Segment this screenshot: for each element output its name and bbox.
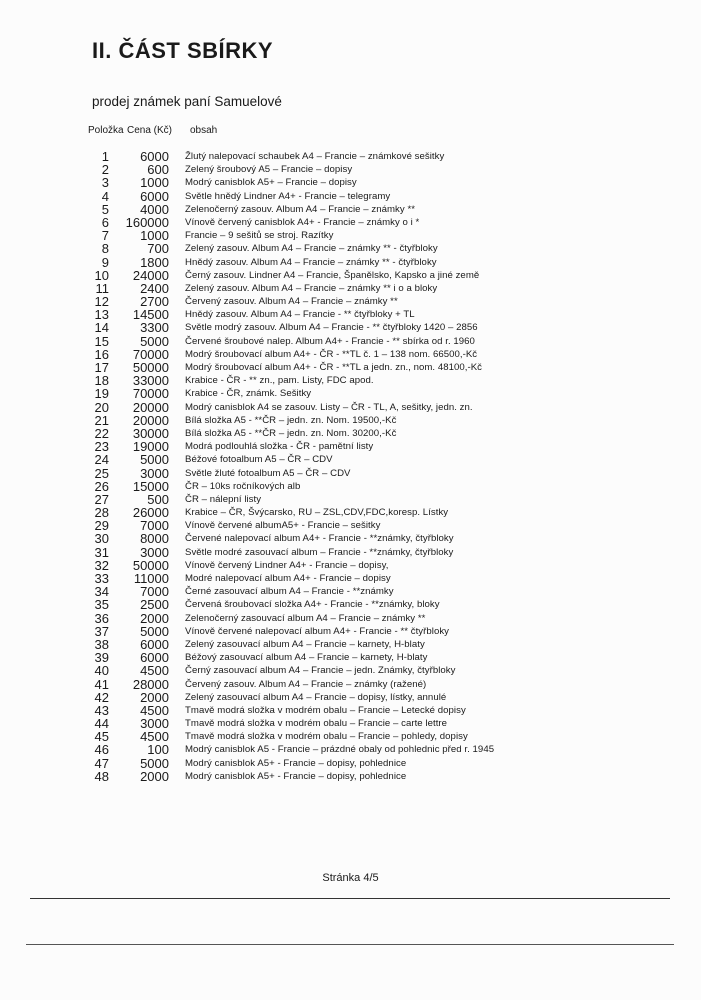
item-number: 44	[94, 716, 109, 732]
item-description: Zelený šroubový A5 – Francie – dopisy	[185, 164, 353, 176]
footer-divider	[30, 898, 670, 899]
table-row	[0, 387, 701, 400]
item-number: 45	[94, 729, 109, 745]
item-number: 47	[94, 755, 109, 771]
item-description: Modré nalepovací album A4+ - Francie – dopisy	[185, 573, 391, 584]
item-price: 3000	[140, 465, 169, 481]
item-description: Zelenočerný zasouv. Album A4 – Francie – známky **	[185, 203, 416, 215]
column-header-polozka: Položka	[88, 125, 124, 136]
item-price: 2000	[140, 610, 169, 626]
item-description: Krabice - ČR - ** zn., pam. Listy, FDC apod.	[185, 375, 374, 387]
table-row	[0, 242, 701, 255]
item-price: 33000	[132, 373, 169, 389]
item-price: 2000	[140, 768, 169, 784]
item-description: ČR – 10ks ročníkových alb	[185, 480, 301, 492]
item-description: Vínově červené nalepovací album A4+ - Francie - ** čtyřbloky	[185, 625, 450, 637]
item-price: 7000	[140, 518, 169, 534]
item-price: 1000	[140, 228, 169, 244]
table-row	[0, 453, 701, 466]
item-price: 600	[147, 162, 169, 178]
item-price: 6000	[140, 650, 169, 666]
item-price: 500	[147, 491, 169, 507]
item-price: 5000	[140, 623, 169, 639]
item-description: Světle hnědý Lindner A4+ - Francie – telegramy	[185, 190, 391, 202]
item-price: 8000	[140, 531, 169, 547]
item-price: 30000	[132, 425, 169, 441]
item-number: 39	[94, 650, 109, 666]
table-row	[0, 757, 701, 770]
item-number: 13	[94, 307, 109, 323]
table-row	[0, 691, 701, 704]
bottom-divider	[26, 944, 674, 945]
item-price: 2000	[140, 689, 169, 705]
item-price: 5000	[140, 452, 169, 468]
item-description: Černý zasouv. Lindner A4 – Francie, Španělsko, Kapsko a jiné země	[185, 269, 480, 281]
document-title: II. ČÁST SBÍRKY	[92, 38, 274, 63]
item-price: 2700	[140, 294, 169, 310]
item-number: 24	[94, 452, 109, 468]
item-description: Krabice – ČR, Švýcarsko, RU – ZSL,CDV,FDC,koresp. Lístky	[185, 507, 449, 519]
item-price: 3300	[140, 320, 169, 336]
item-description: Francie – 9 sešitů se stroj. Razítky	[185, 230, 334, 242]
item-price: 6000	[140, 149, 169, 164]
item-description: Modrý šroubovací album A4+ - ČR - **TL a jedn. zn., nom. 48100,-Kč	[185, 362, 483, 373]
item-number: 20	[94, 399, 109, 415]
items-table	[0, 150, 701, 783]
item-price: 70000	[132, 346, 169, 362]
page-number: Stránka 4/5	[322, 872, 379, 884]
item-number: 7	[101, 228, 109, 244]
item-description: Vínově červený Lindner A4+ - Francie – dopisy,	[185, 559, 389, 571]
item-price: 2400	[140, 280, 169, 296]
item-number: 30	[94, 531, 109, 547]
item-price: 4500	[140, 663, 169, 679]
item-description: Modrý canisblok A5 - Francie – prázdné obaly od pohlednic před r. 1945	[185, 744, 495, 756]
item-description: Zelený zasouvací album A4 – Francie – karnety, H-blaty	[185, 638, 425, 650]
item-number: 21	[94, 412, 109, 428]
item-number: 36	[94, 610, 109, 626]
item-description: Červené nalepovací album A4+ - Francie - **známky, čtyřbloky	[185, 533, 454, 545]
item-price: 26000	[132, 505, 169, 521]
item-price: 4000	[140, 201, 169, 217]
item-price: 1800	[140, 254, 169, 270]
item-description: Světle žluté fotoalbum A5 – ČR – CDV	[185, 467, 351, 479]
item-description: Bílá složka A5 - **ČR – jedn. zn. Nom. 30200,-Kč	[185, 427, 397, 439]
item-number: 32	[94, 557, 109, 573]
item-description: Modrý šroubovací album A4+ - ČR - **TL č. 1 – 138 nom. 66500,-Kč	[185, 348, 478, 360]
item-price: 24000	[132, 267, 169, 283]
item-price: 4500	[140, 702, 169, 718]
item-description: Tmavě modrá složka v modrém obalu – Francie – pohledy, dopisy	[185, 731, 468, 743]
item-number: 15	[94, 333, 109, 349]
table-row	[0, 770, 701, 783]
item-number: 2	[101, 162, 109, 178]
table-row	[0, 467, 701, 480]
item-price: 15000	[132, 478, 169, 494]
item-number: 29	[94, 518, 109, 534]
item-description: ČR – nálepní listy	[185, 493, 262, 505]
item-description: Modrý canisblok A4 se zasouv. Listy – ČR - TL, A, sešitky, jedn. zn.	[185, 401, 473, 413]
item-description: Zelený zasouvací album A4 – Francie – dopisy, lístky, annulé	[185, 691, 447, 703]
item-description: Červený zasouv. Album A4 – Francie – známky (ražené)	[185, 678, 427, 690]
item-number: 3	[101, 175, 109, 191]
table-row	[0, 532, 701, 545]
item-price: 4500	[140, 729, 169, 745]
item-number: 11	[95, 280, 109, 296]
item-price: 50000	[132, 360, 169, 375]
item-number: 23	[94, 439, 109, 455]
item-description: Tmavě modrá složka v modrém obalu – Francie – Letecké dopisy	[185, 704, 466, 716]
item-number: 34	[94, 584, 109, 600]
table-row	[0, 176, 701, 189]
item-number: 5	[101, 201, 109, 217]
item-price: 14500	[132, 307, 169, 323]
table-row	[0, 256, 701, 269]
item-number: 33	[94, 571, 109, 586]
item-description: Černé zasouvací album A4 – Francie - **známky	[185, 586, 394, 598]
item-number: 40	[94, 663, 109, 679]
item-number: 38	[94, 636, 109, 652]
item-price: 70000	[132, 386, 169, 402]
item-price: 50000	[132, 557, 169, 573]
item-price: 1000	[140, 175, 169, 191]
item-number: 6	[101, 214, 109, 230]
item-number: 46	[94, 742, 109, 758]
item-price: 28000	[132, 676, 169, 692]
item-number: 19	[94, 386, 109, 402]
item-price: 160000	[125, 214, 169, 230]
item-number: 17	[94, 360, 109, 375]
item-description: Světle modré zasouvací album – Francie - **známky, čtyřbloky	[185, 546, 454, 558]
item-number: 16	[94, 346, 109, 362]
item-number: 37	[94, 623, 109, 639]
item-price: 7000	[140, 584, 169, 600]
column-header-cena: Cena (Kč)	[127, 125, 173, 136]
item-description: Modrá podlouhlá složka - ČR - pamětní listy	[185, 441, 374, 453]
item-price: 20000	[132, 412, 169, 428]
item-description: Zelený zasouv. Album A4 – Francie – známky ** - čtyřbloky	[185, 243, 438, 255]
item-number: 14	[94, 320, 109, 336]
item-description: Krabice - ČR, známk. Sešitky	[185, 388, 312, 400]
table-row	[0, 321, 701, 334]
item-price: 11000	[133, 571, 169, 586]
table-row	[0, 335, 701, 348]
item-number: 43	[94, 702, 109, 718]
item-price: 5000	[140, 333, 169, 349]
table-row	[0, 546, 701, 559]
item-price: 3000	[140, 544, 169, 560]
table-row	[0, 598, 701, 611]
item-price: 3000	[140, 716, 169, 732]
table-row	[0, 625, 701, 638]
item-description: Béžový zasouvací album A4 – Francie – karnety, H-blaty	[185, 652, 428, 664]
item-description: Červená šroubovací složka A4+ - Francie - **známky, bloky	[185, 599, 440, 611]
item-price: 6000	[140, 636, 169, 652]
item-number: 22	[94, 425, 109, 441]
item-description: Hnědý zasouv. Album A4 – Francie - ** čtyřbloky + TL	[185, 309, 415, 321]
item-number: 18	[94, 373, 109, 389]
item-description: Bílá složka A5 - **ČR – jedn. zn. Nom. 19500,-Kč	[185, 414, 397, 426]
item-number: 8	[101, 241, 109, 257]
item-description: Modrý canisblok A5+ - Francie – dopisy, pohlednice	[185, 757, 407, 769]
item-number: 41	[94, 676, 109, 692]
table-row	[0, 414, 701, 427]
item-number: 10	[94, 267, 109, 283]
item-number: 27	[94, 491, 109, 507]
table-row	[0, 678, 701, 691]
item-description: Vínově červené albumA5+ - Francie – sešitky	[185, 520, 381, 532]
document-subtitle: prodej známek paní Samuelové	[92, 94, 282, 109]
item-price: 100	[147, 742, 169, 758]
item-number: 31	[94, 544, 109, 560]
table-row	[0, 203, 701, 216]
item-description: Modrý canisblok A5+ – Francie – dopisy	[185, 177, 357, 189]
item-description: Světle modrý zasouv. Album A4 – Francie - ** čtyřbloky 1420 – 2856	[185, 322, 478, 334]
table-row	[0, 664, 701, 677]
table-row	[0, 401, 701, 414]
item-number: 12	[94, 294, 109, 310]
item-description: Zelený zasouv. Album A4 – Francie – známky ** i o a bloky	[185, 282, 438, 294]
table-row	[0, 612, 701, 625]
item-number: 35	[94, 597, 109, 613]
item-price: 700	[147, 241, 169, 257]
item-description: Tmavě modrá složka v modrém obalu – Francie – carte lettre	[185, 718, 448, 730]
item-number: 48	[94, 768, 109, 784]
item-number: 28	[94, 505, 109, 521]
item-number: 4	[101, 188, 109, 204]
item-description: Červené šroubové nalep. Album A4+ - Francie - ** sbírka od r. 1960	[185, 335, 475, 347]
item-price: 20000	[132, 399, 169, 415]
item-number: 1	[101, 149, 109, 164]
item-number: 25	[94, 465, 109, 481]
item-description: Zelenočerný zasouvací album A4 – Francie – známky **	[185, 612, 426, 624]
item-description: Hnědý zasouv. Album A4 – Francie – známky ** - čtyřbloky	[185, 256, 437, 268]
item-number: 42	[94, 689, 109, 705]
item-description: Žlutý nalepovací schaubek A4 – Francie – známkové sešitky	[185, 151, 445, 162]
item-description: Modrý canisblok A5+ - Francie – dopisy, pohlednice	[185, 770, 407, 782]
item-description: Béžové fotoalbum A5 – ČR – CDV	[185, 454, 333, 466]
column-header-obsah: obsah	[190, 125, 218, 136]
table-row	[0, 190, 701, 203]
table-row	[0, 269, 701, 282]
table-row	[0, 480, 701, 493]
table-row	[0, 743, 701, 756]
item-number: 26	[94, 478, 109, 494]
item-description: Černý zasouvací album A4 – Francie – jedn. Známky, čtyřbloky	[185, 665, 456, 677]
item-number: 9	[101, 254, 109, 270]
item-description: Červený zasouv. Album A4 – Francie – známky **	[185, 296, 398, 308]
item-description: Vínově červený canisblok A4+ - Francie – známky o i *	[185, 216, 420, 228]
item-price: 19000	[132, 439, 169, 455]
item-price: 2500	[140, 597, 169, 613]
item-price: 5000	[140, 755, 169, 771]
item-price: 6000	[140, 188, 169, 204]
